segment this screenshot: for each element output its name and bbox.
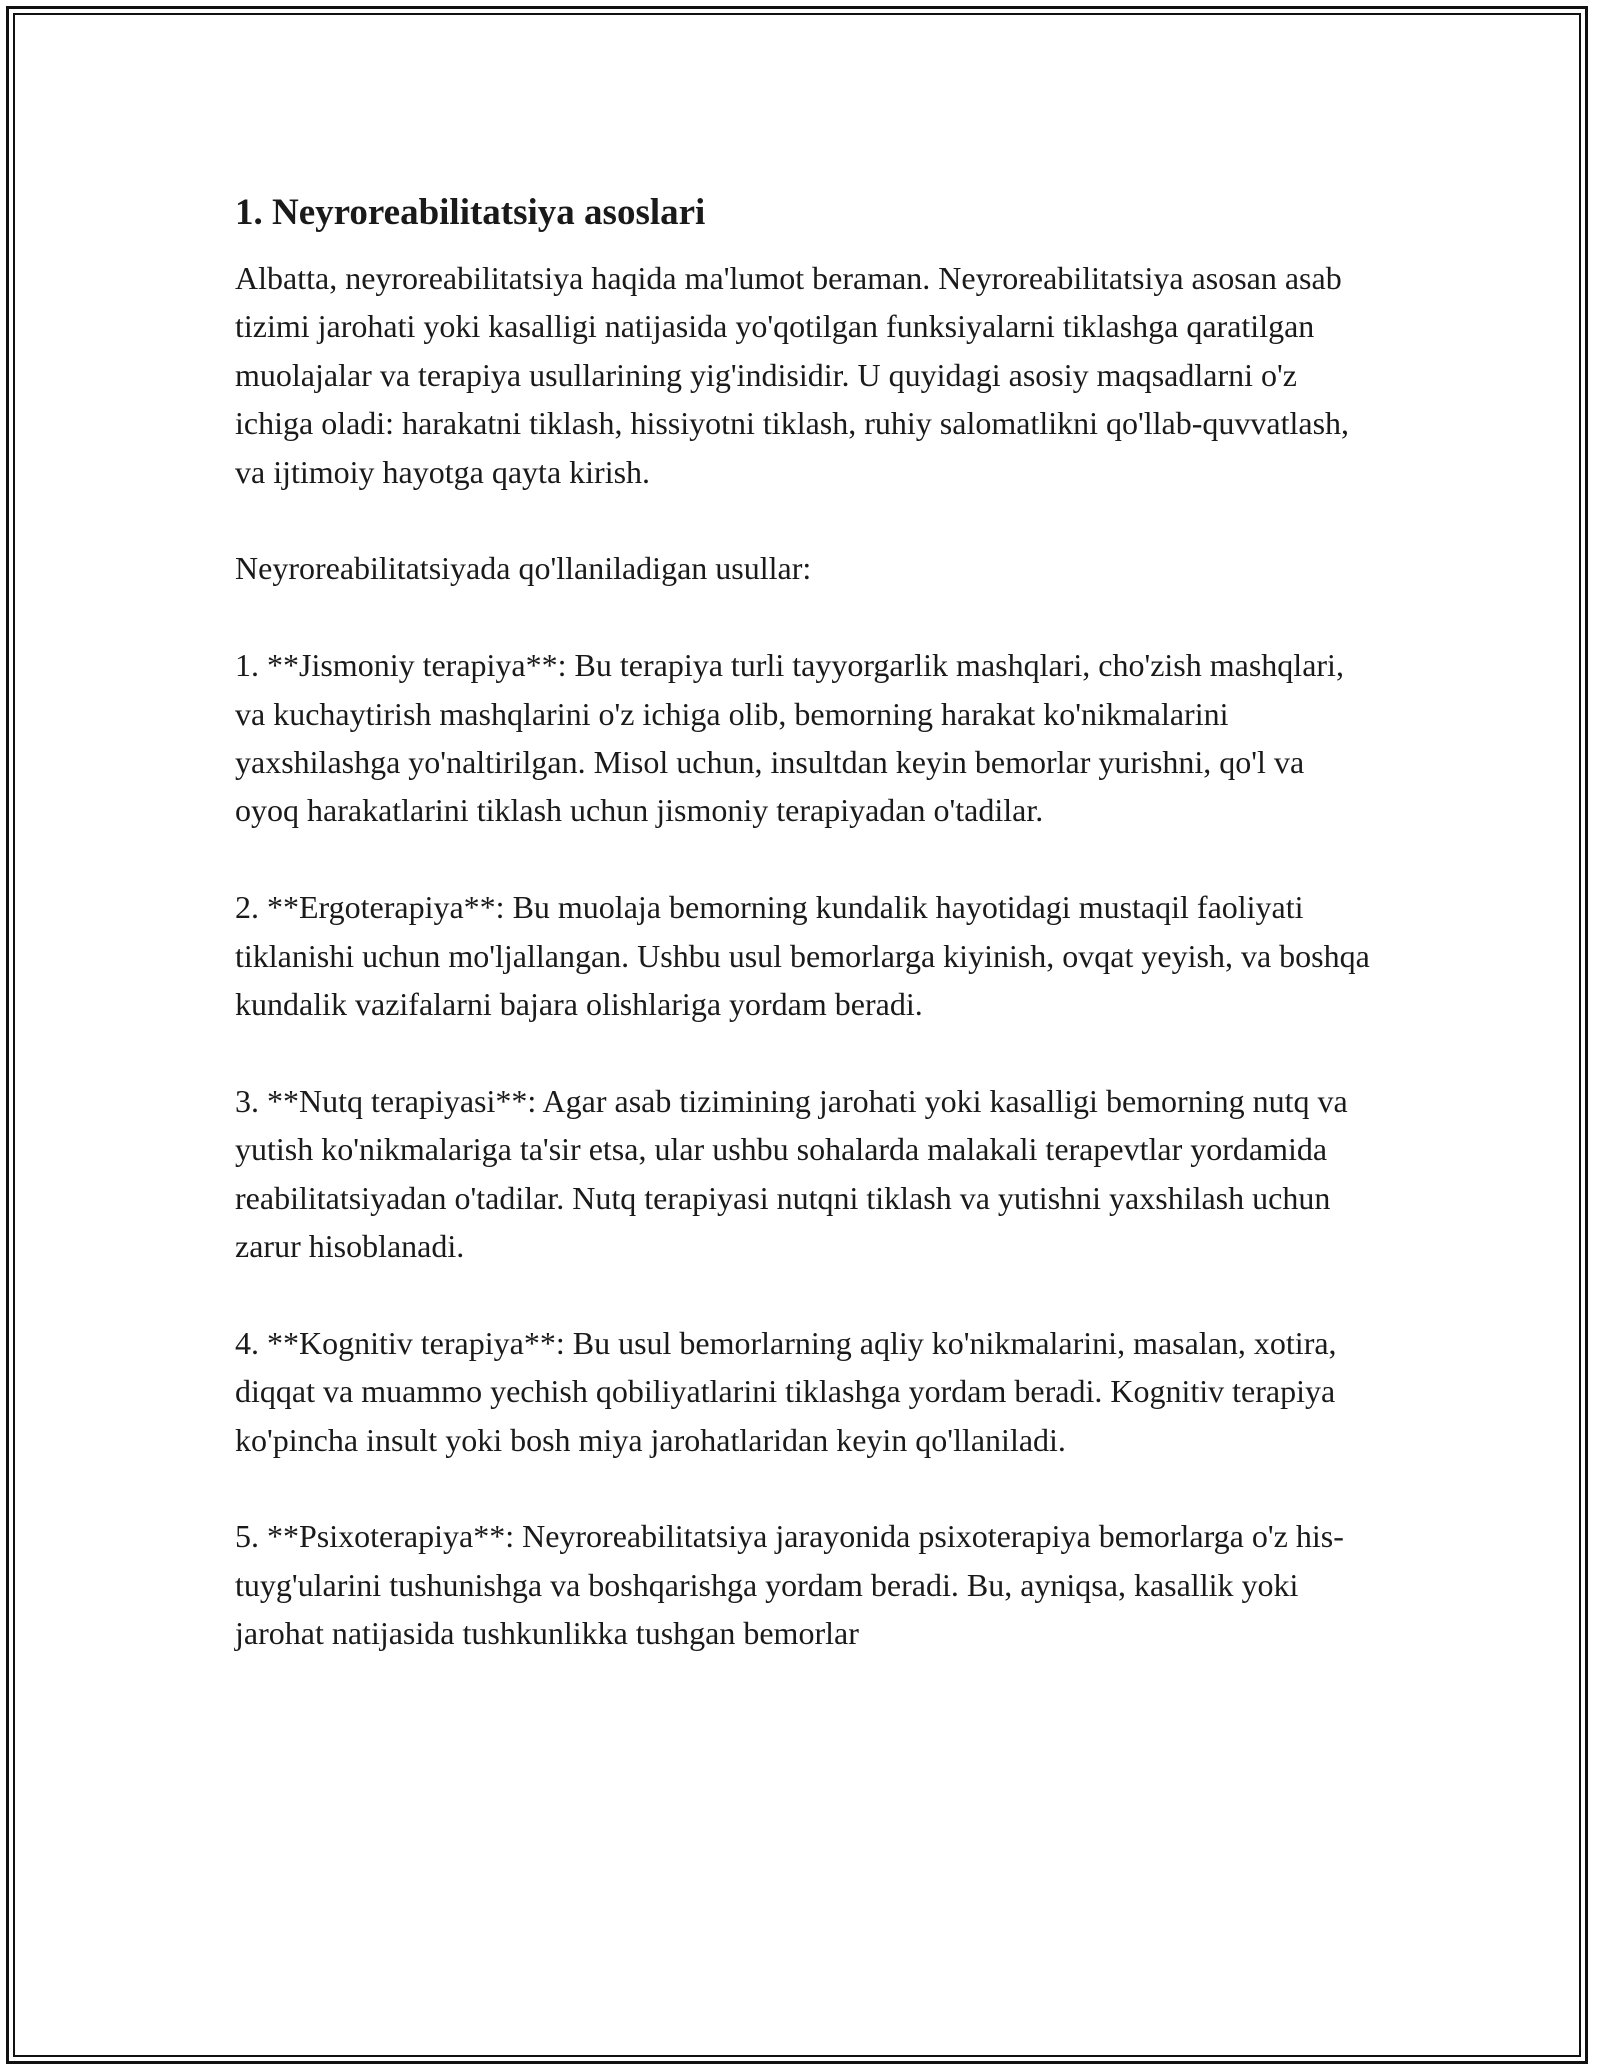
document-body — [235, 188, 1375, 1658]
intro-paragraph: Albatta, neyroreabilitatsiya haqida ma'lumot beraman. Neyroreabilitatsiya asosan asab tizimi jarohati yoki kasalligi natijasida yo'qotilgan funksiyalarni tiklashga qaratilgan muolajalar va terapiya usullarining yig'indisidir. U quyidagi asosiy maqsadlarni o'z ichiga oladi: harakatni tiklash, hissiyotni tiklash, ruhiy salomatlikni qo'llab-quvvatlash, va ijtimoiy hayotga qayta kirish. — [235, 260, 1350, 490]
list-item-ergotherapy: 2. **Ergoterapiya**: Bu muolaja bemorning kundalik hayotidagi mustaqil faoliyati tiklanishi uchun mo'ljallangan. Ushbu usul bemorlarga kiyinish, ovqat yeyish, va boshqa kundalik vazifalarni bajara olishlariga yordam beradi. — [235, 889, 1370, 1023]
methods-intro-paragraph: Neyroreabilitatsiyada qo'llaniladigan usullar: — [235, 550, 812, 587]
list-item-speech-therapy: 3. **Nutq terapiyasi**: Agar asab tizimining jarohati yoki kasalligi bemorning nutq va yutish ko'nikmalariga ta'sir etsa, ular ushbu sohalarda malakali terapevtlar yordamida reabilitatsiyadan o'tadilar. Nutq terapiyasi nutqni tiklash va yutishni yaxshilash uchun zarur hisoblanadi. — [235, 1082, 1348, 1265]
list-item-cognitive-therapy: 4. **Kognitiv terapiya**: Bu usul bemorlarning aqliy ko'nikmalarini, masalan, xotira, diqqat va muammo yechish qobiliyatlarini tiklashga yordam beradi. Kognitiv terapiya ko'pincha insult yoki bosh miya jarohatlaridan keyin qo'llaniladi. — [235, 1324, 1337, 1458]
section-heading: 1. Neyroreabilitatsiya asoslari — [235, 192, 706, 233]
list-item-psychotherapy: 5. **Psixoterapiya**: Neyroreabilitatsiya jarayonida psixoterapiya bemorlarga o'z his-tuyg'ularini tushunishga va boshqarishga yordam beradi. Bu, ayniqsa, kasallik yoki jarohat natijasida tushkunlikka tushgan bemorlar — [235, 1518, 1344, 1652]
list-item-physical-therapy: 1. **Jismoniy terapiya**: Bu terapiya turli tayyorgarlik mashqlari, cho'zish mashqlari, va kuchaytirish mashqlarini o'z ichiga olib, bemorning harakat ko'nikmalarini yaxshilashga yo'naltirilgan. Misol uchun, insultdan keyin bemorlar yurishni, qo'l va oyoq harakatlarini tiklash uchun jismoniy terapiyadan o'tadilar. — [235, 647, 1344, 829]
